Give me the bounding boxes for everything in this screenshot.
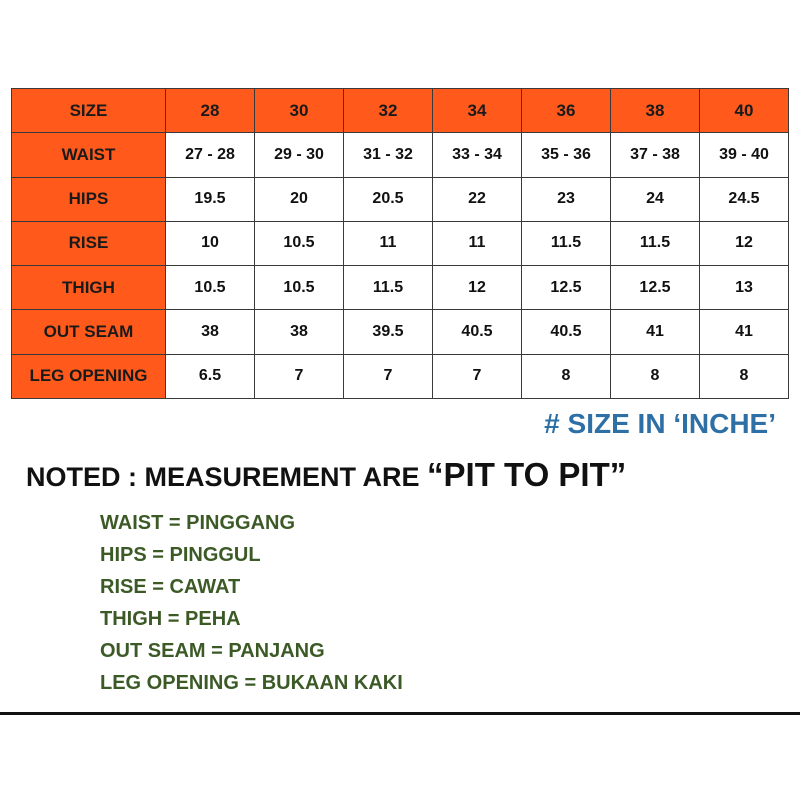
measurement-cell: 8 (522, 354, 611, 398)
measurement-cell: 10 (166, 221, 255, 265)
glossary-item: RISE = CAWAT (100, 576, 241, 598)
table-row (12, 133, 789, 177)
measurement-cell: 33 - 34 (433, 133, 522, 177)
measurement-cell: 37 - 38 (611, 133, 700, 177)
measurement-cell: 12.5 (611, 266, 700, 310)
measurement-cell: 29 - 30 (255, 133, 344, 177)
glossary-item: LEG OPENING = BUKAAN KAKI (100, 672, 403, 694)
glossary-item: OUT SEAM = PANJANG (100, 640, 325, 662)
measurement-cell: 24.5 (700, 177, 789, 221)
measurement-cell: 6.5 (166, 354, 255, 398)
measurement-note-prefix: NOTED : MEASUREMENT ARE (26, 462, 428, 492)
size-chart-body (12, 89, 789, 399)
measurement-cell: 11.5 (344, 266, 433, 310)
measurement-cell: 11.5 (611, 221, 700, 265)
table-row (12, 177, 789, 221)
size-header-cell: 36 (522, 89, 611, 133)
measurement-cell: 23 (522, 177, 611, 221)
glossary-item: WAIST = PINGGANG (100, 512, 296, 534)
glossary-item: HIPS = PINGGUL (100, 544, 261, 566)
size-header-cell: 40 (700, 89, 789, 133)
row-label: OUT SEAM (12, 310, 166, 354)
measurement-cell: 24 (611, 177, 700, 221)
measurement-cell: 11 (433, 221, 522, 265)
measurement-cell: 39 - 40 (700, 133, 789, 177)
row-label: LEG OPENING (12, 354, 166, 398)
size-header-cell: 30 (255, 89, 344, 133)
measurement-cell: 11.5 (522, 221, 611, 265)
measurement-cell: 20.5 (344, 177, 433, 221)
row-label: HIPS (12, 177, 166, 221)
size-chart-table (11, 88, 789, 399)
measurement-cell: 12 (433, 266, 522, 310)
measurement-cell: 41 (700, 310, 789, 354)
unit-note: # SIZE IN ‘INCHE’ (544, 408, 776, 439)
measurement-cell: 7 (344, 354, 433, 398)
measurement-cell: 22 (433, 177, 522, 221)
bottom-divider (0, 712, 800, 715)
measurement-cell: 10.5 (255, 221, 344, 265)
size-header-row (12, 89, 789, 133)
table-row (12, 354, 789, 398)
table-row (12, 266, 789, 310)
measurement-cell: 40.5 (433, 310, 522, 354)
size-header-label: SIZE (12, 89, 166, 133)
size-header-cell: 38 (611, 89, 700, 133)
measurement-cell: 10.5 (166, 266, 255, 310)
table-row (12, 310, 789, 354)
measurement-cell: 41 (611, 310, 700, 354)
measurement-cell: 40.5 (522, 310, 611, 354)
size-header-cell: 34 (433, 89, 522, 133)
table-row (12, 221, 789, 265)
measurement-cell: 8 (700, 354, 789, 398)
measurement-cell: 10.5 (255, 266, 344, 310)
row-label: WAIST (12, 133, 166, 177)
measurement-cell: 38 (166, 310, 255, 354)
size-header-cell: 32 (344, 89, 433, 133)
size-header-cell: 28 (166, 89, 255, 133)
measurement-cell: 27 - 28 (166, 133, 255, 177)
measurement-cell: 11 (344, 221, 433, 265)
measurement-note-emphasis: “PIT TO PIT” (427, 456, 627, 493)
glossary-item: THIGH = PEHA (100, 608, 241, 630)
measurement-cell: 13 (700, 266, 789, 310)
measurement-note (26, 456, 626, 494)
measurement-cell: 8 (611, 354, 700, 398)
measurement-cell: 12 (700, 221, 789, 265)
measurement-cell: 7 (433, 354, 522, 398)
measurement-cell: 7 (255, 354, 344, 398)
translation-glossary (100, 507, 403, 699)
measurement-cell: 19.5 (166, 177, 255, 221)
row-label: THIGH (12, 266, 166, 310)
measurement-cell: 12.5 (522, 266, 611, 310)
measurement-cell: 20 (255, 177, 344, 221)
measurement-cell: 31 - 32 (344, 133, 433, 177)
measurement-cell: 38 (255, 310, 344, 354)
measurement-cell: 35 - 36 (522, 133, 611, 177)
measurement-cell: 39.5 (344, 310, 433, 354)
row-label: RISE (12, 221, 166, 265)
